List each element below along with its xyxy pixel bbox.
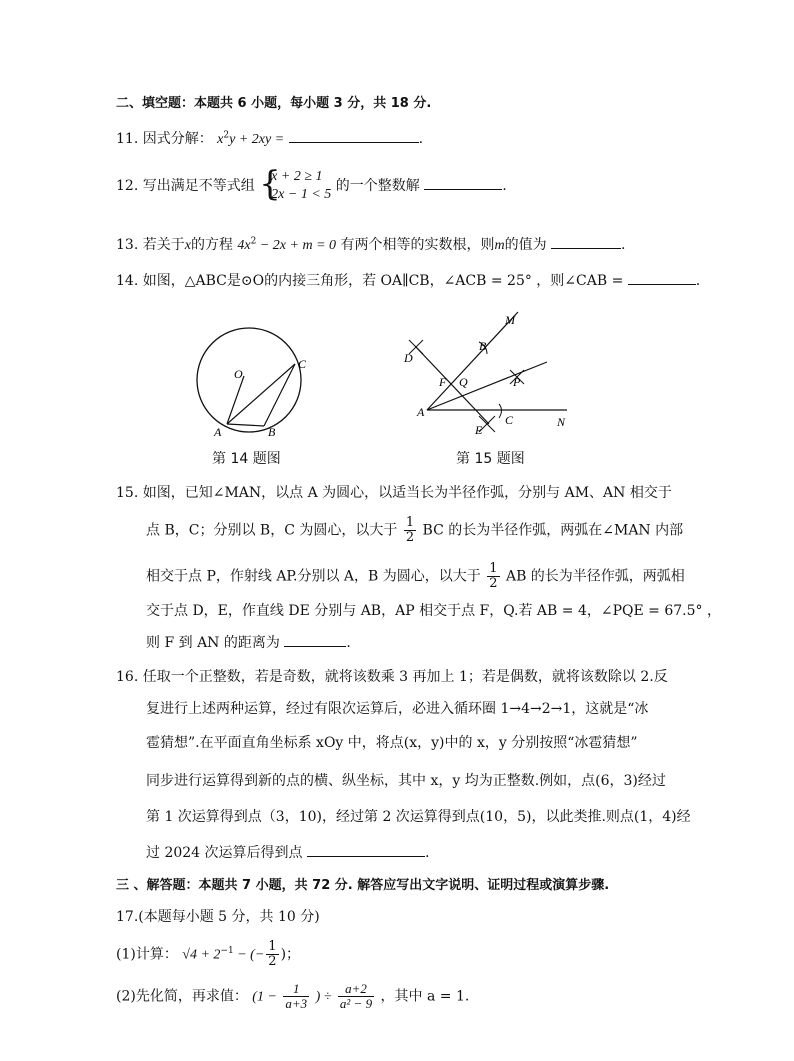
q13-var-x: x: [184, 238, 191, 253]
q16-line-6a: 过 2024 次运算后得到点: [146, 845, 303, 861]
q15-line-5b: .: [346, 635, 351, 651]
q14-answer-blank[interactable]: [628, 272, 696, 285]
q16-line-6b: .: [424, 845, 430, 861]
q13-text-d: 的值为: [504, 237, 547, 253]
q15-line-1-text: 如图，已知∠MAN，以点 A 为圆心，以适当长为半径作弧，分别与 AM、AN 相交于: [142, 485, 672, 501]
q15-line-5a: 则 F 到 AN 的距离为: [146, 635, 280, 651]
q17-part-1-sup: −1: [220, 945, 234, 956]
fraction-numerator: a+2: [338, 982, 374, 997]
segment-ab: [227, 424, 264, 426]
inequality-row-1: x + 2 ≥ 1: [271, 169, 323, 184]
section-3-header: 三 、解答题：本题共 7 小题，共 72 分. 解答应写出文字说明、证明过程或演算步骤.: [116, 878, 610, 893]
q12-text-before: 写出满足不等式组: [142, 178, 255, 194]
q17-part-1-end: )；: [280, 946, 301, 963]
line-de: [415, 346, 489, 424]
fraction-numerator: 1: [489, 561, 498, 576]
figure-14-circle: [188, 320, 318, 442]
fraction-denominator: 2: [489, 576, 498, 591]
q17-part-2-c: ，其中 a = 1.: [380, 988, 470, 1005]
q11-text: 因式分解：: [142, 131, 213, 147]
q13-text-a: 若关于: [142, 237, 185, 253]
fraction-numerator: 1: [268, 939, 277, 954]
question-17-header: 17.(本题每小题 5 分，共 10 分): [116, 909, 320, 925]
fraction-denominator: 2: [268, 954, 277, 969]
label-e: E: [475, 423, 483, 437]
fraction-one-half: [487, 562, 499, 591]
label-d: D: [404, 351, 413, 365]
q13-text-c: 有两个相等的实数根，则: [340, 237, 495, 253]
q15-line-3b: AB 的长为半径作弧，两弧相: [505, 568, 685, 585]
arc-mark-c: [499, 404, 502, 418]
fraction-denominator: a+3: [285, 996, 308, 1011]
label-n: N: [557, 415, 566, 429]
q13-end: .: [621, 237, 626, 253]
question-16-line-2: 复进行上述两种运算，经过有限次运算后，必进入循环圈 1→4→2→1，这就是“冰: [146, 701, 649, 717]
label-p: P: [513, 375, 521, 389]
q17-part-1-expr-b: − (−: [233, 947, 265, 963]
q12-answer-blank[interactable]: [424, 177, 502, 190]
question-11: [116, 128, 423, 148]
section-2-header: 二、填空题：本题共 6 小题，每小题 3 分，共 18 分.: [116, 96, 432, 111]
q14-text: 如图，△ABC是⊙O的内接三角形，若 OA∥CB，∠ACB = 25° ，则∠CAB =: [142, 273, 624, 289]
fraction-numerator: 1: [405, 515, 415, 530]
label-m: M: [505, 313, 515, 327]
q15-line-3a: 相交于点 P，作射线 AP.分别以 A，B 为圆心，以大于: [146, 568, 481, 585]
q14-number: 14.: [116, 273, 139, 289]
q16-number: 16.: [116, 669, 139, 685]
q13-eq-b: − 2x + m = 0: [256, 238, 337, 253]
fraction-one-half: [266, 940, 278, 969]
segment-bc: [264, 364, 295, 426]
q15-line-2a: 点 B，C；分别以 B，C 为圆心，以大于: [146, 522, 398, 539]
q11-answer-blank[interactable]: [289, 130, 419, 143]
q15-number: 15.: [116, 485, 139, 501]
fraction-denominator: 2: [405, 530, 415, 545]
question-15-line-2: [146, 516, 683, 545]
q11-number: 11.: [116, 131, 139, 147]
circle-o: [197, 328, 301, 432]
q15-answer-blank[interactable]: [284, 634, 346, 647]
q12-text-after: 的一个整数解: [335, 178, 420, 194]
question-16-line-5: 第 1 次运算得到点（3，10)，经过第 2 次运算得到点(10，5)，以此类推.则点(1，4)经: [146, 809, 691, 825]
question-15-line-5: [146, 632, 351, 652]
question-16-line-6: [146, 842, 429, 862]
question-16-line-4: 同步进行运算得到新的点的横、纵坐标，其中 x，y 均为正整数.例如，点(6，3)经过: [146, 773, 666, 789]
brace-icon: {: [259, 164, 281, 204]
figure-14-caption: 第 14 题图: [212, 451, 281, 467]
label-a: A: [417, 405, 425, 419]
figure-15-caption: 第 15 题图: [456, 451, 525, 467]
q13-eq-a: 4x: [237, 238, 251, 253]
label-q: Q: [459, 375, 468, 389]
fraction-one-half: [404, 516, 416, 545]
inequality-row-2: 2x − 1 < 5: [271, 187, 332, 202]
label-c: C: [298, 357, 307, 371]
q11-expr-b: y + 2xy =: [229, 132, 285, 147]
q17-part-1-label: (1)计算：: [116, 946, 178, 963]
q14-end: .: [695, 273, 701, 289]
question-15-line-4: 交于点 D，E，作直线 DE 分别与 AB，AP 相交于点 F，Q.若 AB = 4，∠PQE = 67.5° ，: [146, 603, 721, 619]
q12-number: 12.: [116, 178, 139, 194]
q11-end: .: [418, 131, 424, 147]
fraction-1-over-a-plus-3: [283, 982, 309, 1011]
label-a: A: [214, 425, 222, 439]
question-13: [116, 234, 626, 254]
q11-expr-a: x: [217, 132, 224, 147]
question-14: [116, 270, 700, 290]
question-12: [116, 164, 507, 204]
q17-part-2-b: ) ÷: [315, 989, 332, 1005]
question-17-part-1: [116, 940, 300, 969]
question-15-line-1: [116, 482, 672, 502]
q17-part-1-expr-a: √4 + 2: [182, 947, 221, 963]
label-o: O: [234, 367, 243, 381]
inequality-system: [259, 164, 332, 204]
label-c: C: [505, 413, 514, 427]
q13-var-m: m: [494, 238, 505, 253]
q16-answer-blank[interactable]: [307, 844, 425, 857]
q17-part-2-label: (2)先化简，再求值：: [116, 988, 248, 1005]
q11-expr-sup: 2: [223, 130, 230, 141]
fraction-a-plus-2-over-a2-minus-9: [338, 982, 374, 1011]
figure-15-construction: [395, 308, 585, 440]
q16-line-1-text: 任取一个正整数，若是奇数，就将该数乘 3 再加上 1；若是偶数，就将该数除以 2.反: [142, 669, 668, 685]
q13-eq-sup: 2: [250, 236, 257, 247]
q13-answer-blank[interactable]: [551, 236, 621, 249]
label-b: B: [479, 339, 487, 353]
q12-end: .: [502, 178, 507, 194]
question-16-line-1: [116, 666, 668, 686]
question-15-line-3: [146, 562, 685, 591]
fraction-denominator: a² − 9: [339, 996, 373, 1011]
question-16-line-3: 雹猜想”.在平面直角坐标系 xOy 中，将点(x，y)中的 x，y 分别按照“冰雹猜想”: [146, 735, 638, 751]
q17-part-2-a: (1 −: [252, 989, 277, 1005]
question-17-part-2: [116, 982, 469, 1011]
label-f: F: [439, 375, 447, 389]
q15-line-2b: BC 的长为半径作弧，两弧在∠MAN 内部: [422, 522, 684, 539]
q13-text-b: 的方程: [190, 237, 233, 253]
label-b: B: [268, 425, 276, 439]
fraction-numerator: 1: [283, 982, 309, 997]
q13-number: 13.: [116, 237, 139, 253]
